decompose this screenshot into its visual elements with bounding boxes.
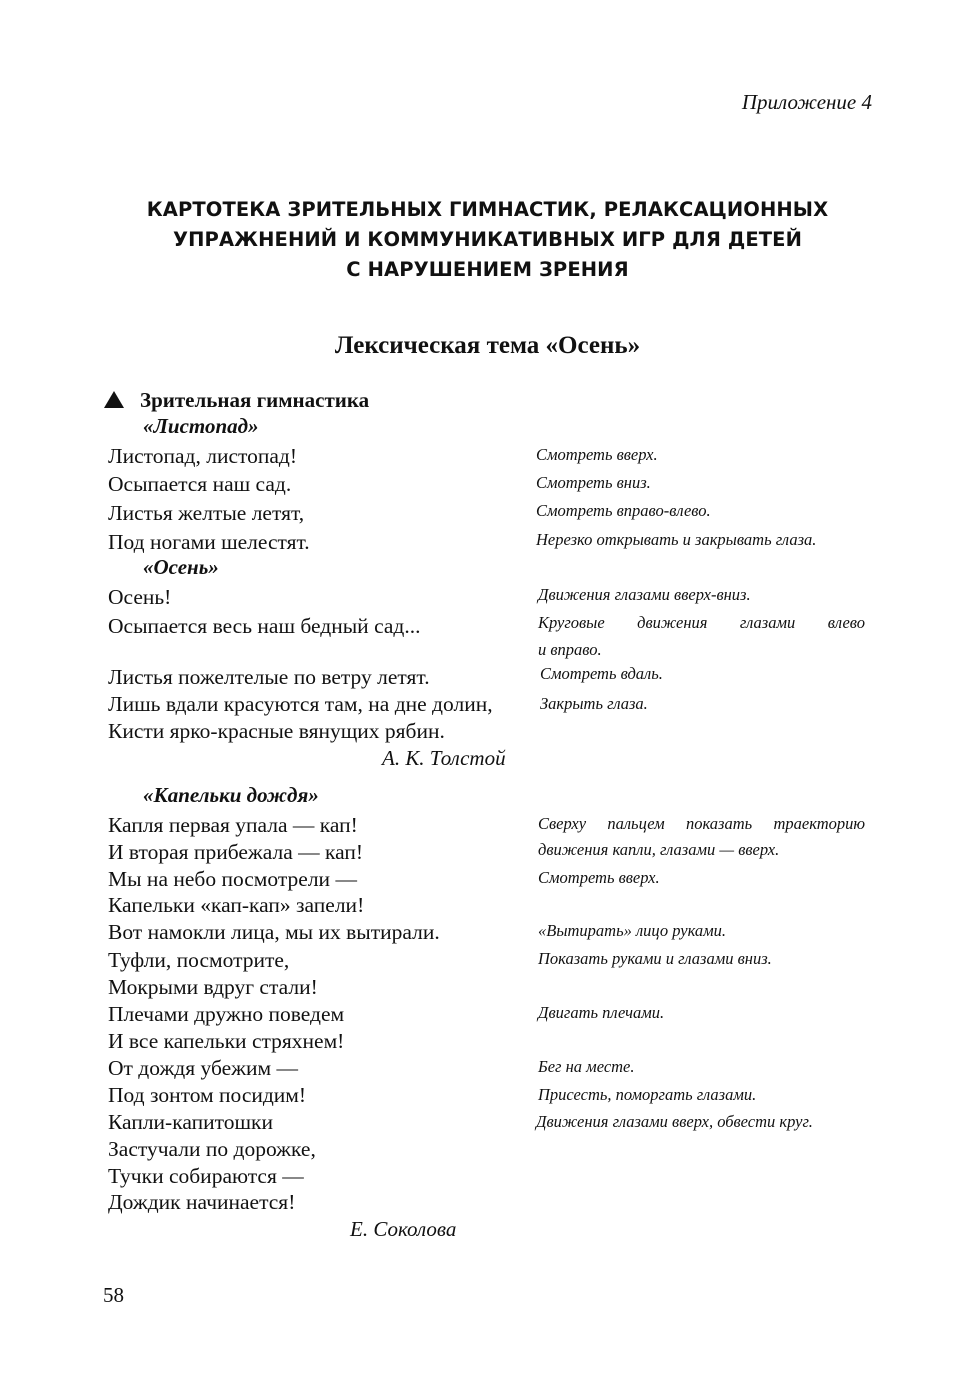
document-title <box>0 195 975 285</box>
verse-line: Листья желтые летят, <box>108 501 305 525</box>
verse-line: И все капельки стряхнем! <box>108 1029 345 1053</box>
action-note: Присесть, поморгать глазами. <box>538 1085 757 1104</box>
action-note: Смотреть вверх. <box>536 445 658 464</box>
action-note: Движения глазами вверх, обвести круг. <box>536 1112 813 1131</box>
verse-line: Вот намокли лица, мы их вытирали. <box>108 920 440 944</box>
verse-line: От дождя убежим — <box>108 1056 299 1080</box>
verse-line: Плечами дружно поведем <box>108 1002 345 1026</box>
verse-line: И вторая прибежала — кап! <box>108 840 364 864</box>
verse-line: Осыпается наш сад. <box>108 472 292 496</box>
action-note: Бег на месте. <box>538 1057 635 1076</box>
title-line: УПРАЖНЕНИЙ И КОММУНИКАТИВНЫХ ИГР ДЛЯ ДЕТЕЙ <box>173 228 802 251</box>
verse-line: Тучки собираются — <box>108 1164 304 1188</box>
verse-line: Капельки «кап-кап» запели! <box>108 893 365 917</box>
verse-line: Осень! <box>108 585 172 609</box>
page-number: 58 <box>103 1283 124 1307</box>
verse-line: Мокрыми вдруг стали! <box>108 975 318 999</box>
action-note: Закрыть глаза. <box>540 694 648 713</box>
action-note: Двигать плечами. <box>538 1003 665 1022</box>
section-heading <box>104 388 369 413</box>
appendix-label: Приложение 4 <box>741 90 872 114</box>
action-note: Смотреть вверх. <box>538 868 660 887</box>
action-note: Движения глазами вверх-вниз. <box>538 585 751 604</box>
action-note: Круговые движения глазами влево <box>538 613 865 632</box>
action-note: Нерезко открывать и закрывать глаза. <box>536 530 817 549</box>
verse-line: Листья пожелтелые по ветру летят. <box>108 665 430 689</box>
verse-line: Капля первая упала — кап! <box>108 813 358 837</box>
triangle-bullet-icon <box>104 391 124 408</box>
action-note: движения капли, глазами — вверх. <box>538 840 780 859</box>
action-note: Показать руками и глазами вниз. <box>538 949 772 968</box>
verse-line: Лишь вдали красуются там, на дне долин, <box>108 692 493 716</box>
section-title: Зрительная гимнастика <box>140 388 370 412</box>
verse-line: Осыпается весь наш бедный сад... <box>108 614 421 638</box>
action-note: и вправо. <box>538 640 602 659</box>
action-note: Смотреть вдаль. <box>540 664 663 683</box>
lexical-theme-heading: Лексическая тема «Осень» <box>334 332 641 359</box>
poem-author: А. К. Толстой <box>382 746 506 770</box>
verse-line: Мы на небо посмотрели — <box>108 867 357 891</box>
poem-title: «Осень» <box>143 555 219 579</box>
poem-title: «Листопад» <box>143 414 259 438</box>
action-note: «Вытирать» лицо руками. <box>538 921 727 940</box>
verse-line: Под зонтом посидим! <box>108 1083 307 1107</box>
action-note: Смотреть вправо-влево. <box>536 501 711 520</box>
verse-line: Капли-капитошки <box>108 1110 273 1134</box>
verse-line: Туфли, посмотрите, <box>108 948 290 972</box>
verse-line: Застучали по дорожке, <box>108 1137 316 1161</box>
poem-author: Е. Соколова <box>350 1217 457 1241</box>
title-line: С НАРУШЕНИЕМ ЗРЕНИЯ <box>346 258 629 281</box>
title-line: КАРТОТЕКА ЗРИТЕЛЬНЫХ ГИМНАСТИК, РЕЛАКСАЦИОННЫХ <box>146 198 829 221</box>
action-note: Смотреть вниз. <box>536 473 651 492</box>
verse-line: Листопад, листопад! <box>108 444 298 468</box>
verse-line: Дождик начинается! <box>108 1190 296 1214</box>
verse-line: Кисти ярко-красные вянущих рябин. <box>108 719 445 743</box>
action-note: Сверху пальцем показать траекторию <box>538 814 865 833</box>
poem-title: «Капельки дождя» <box>143 783 319 807</box>
verse-line: Под ногами шелестят. <box>108 530 310 554</box>
